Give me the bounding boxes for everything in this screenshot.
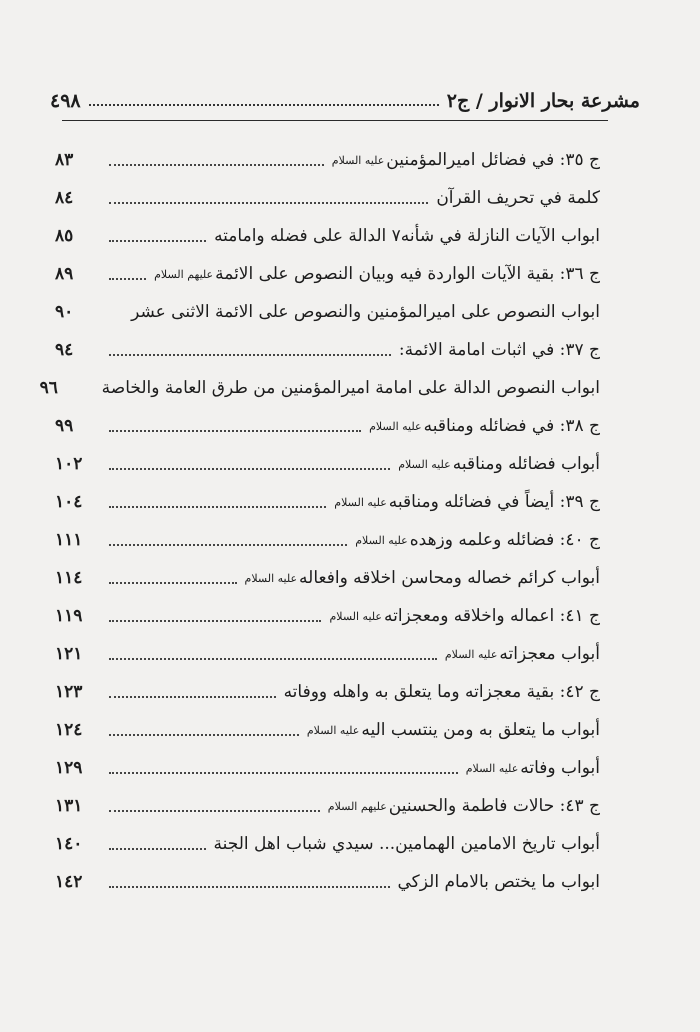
toc-page-number: ٩٠ [55, 302, 74, 322]
toc-entry [55, 597, 600, 635]
header-rule [62, 120, 608, 121]
toc-entry-label: أبواب فضائله ومناقبه [452, 454, 600, 474]
toc-entry [55, 673, 600, 711]
toc-entry-label: أبواب معجزاته [499, 644, 600, 664]
toc-entry-label: ج ٤٣: حالات فاطمة والحسنين [388, 796, 600, 816]
toc-leader-dots [109, 581, 237, 584]
honorific-mark: عليه السلام [355, 533, 408, 547]
toc-entry-label: أبواب كرائم خصاله ومحاسن اخلاقه وافعاله [299, 568, 600, 588]
toc-leader-dots [109, 543, 347, 546]
toc-leader-dots [109, 771, 458, 774]
toc-entry [55, 825, 600, 863]
toc-leader-dots [109, 239, 206, 242]
toc-entry-label: ج ٤٢: بقية معجزاته وما يتعلق به واهله ووفاته [283, 682, 600, 702]
toc-entry [55, 255, 600, 293]
header-leader-dots [89, 103, 439, 106]
toc-leader-dots [109, 316, 123, 317]
toc-leader-dots [109, 619, 321, 622]
toc-entry [55, 863, 600, 901]
toc-leader-dots [109, 467, 390, 470]
toc-leader-dots [109, 809, 320, 812]
honorific-mark: عليه السلام [334, 495, 387, 509]
toc-leader-dots [109, 277, 146, 280]
toc-entry-label: ابواب النصوص الدالة على امامة اميرالمؤمنين من طرق العامة والخاصة [101, 378, 600, 398]
toc-entry [55, 445, 600, 483]
toc-page-number: ٩٤ [55, 340, 74, 360]
toc-entry [55, 141, 600, 179]
honorific-mark: عليهم السلام [327, 799, 387, 813]
toc-page-number: ١٢٩ [55, 758, 83, 778]
toc-entry-label: أبواب وفاته [520, 758, 600, 778]
toc-entry-label: ج ٣٩: أيضاً في فضائله ومناقبه [388, 492, 600, 512]
toc-leader-dots [109, 885, 390, 888]
honorific-mark: عليه السلام [329, 609, 382, 623]
toc-entry-label: ج ٣٨: في فضائله ومناقبه [423, 416, 600, 436]
toc-entry [55, 217, 600, 255]
honorific-mark: عليهم السلام [154, 267, 214, 281]
toc-page-number: ٨٥ [55, 226, 74, 246]
page-number: ٤٩٨ [50, 90, 81, 112]
toc-page-number: ١١٩ [55, 606, 83, 626]
honorific-mark: عليه السلام [444, 647, 498, 661]
toc-leader-dots [109, 429, 361, 432]
running-header [50, 82, 640, 112]
toc-entry-label: ابواب الآيات النازلة في شأنه٧ الدالة على فضله وامامته [214, 226, 600, 246]
toc-entry [55, 635, 600, 673]
toc-entry [55, 293, 600, 331]
toc-page-number: ٨٣ [55, 150, 74, 170]
book-title: مشرعة بحار الانوار / ج٢ [446, 90, 640, 112]
toc-page-number: ٨٤ [55, 188, 74, 208]
toc-entry [39, 369, 600, 407]
honorific-mark: عليه السلام [244, 571, 298, 585]
honorific-mark: عليه السلام [465, 761, 519, 775]
toc-page-number: ١١١ [55, 530, 83, 550]
table-of-contents [39, 141, 600, 901]
toc-leader-dots [109, 847, 206, 850]
honorific-mark: عليه السلام [306, 723, 360, 737]
toc-leader-dots [109, 695, 276, 698]
toc-entry-label: ج ٣٥: في فضائل اميرالمؤمنين [386, 150, 600, 170]
toc-leader-dots [109, 201, 428, 204]
toc-entry-label: ابواب ما يختص بالامام الزكي [397, 872, 600, 892]
toc-entry [55, 179, 600, 217]
toc-entry [55, 407, 600, 445]
toc-entry-label: أبواب تاريخ الامامين الهمامين... سيدي شباب اهل الجنة [213, 834, 600, 854]
toc-page-number: ٩٩ [55, 416, 74, 436]
toc-page-number: ١٢٤ [55, 720, 83, 740]
toc-page-number: ١١٤ [55, 568, 83, 588]
toc-entry [55, 483, 600, 521]
toc-entry-label: كلمة في تحريف القرآن [436, 188, 600, 208]
toc-entry-label: ج ٤١: اعماله واخلاقه ومعجزاته [383, 606, 600, 626]
honorific-mark: عليه السلام [369, 419, 422, 433]
toc-leader-dots [109, 657, 437, 660]
toc-entry-label: ج ٣٧: في اثبات امامة الائمة: [398, 340, 600, 360]
toc-entry [55, 711, 600, 749]
toc-page-number: ٩٦ [39, 378, 58, 398]
honorific-mark: عليه السلام [331, 153, 385, 167]
toc-leader-dots [109, 163, 324, 166]
toc-page-number: ٨٩ [55, 264, 74, 284]
toc-entry-label: أبواب ما يتعلق به ومن ينتسب اليه [361, 720, 600, 740]
toc-entry [55, 787, 600, 825]
toc-page-number: ١٠٤ [55, 492, 83, 512]
toc-entry-label: ج ٤٠: فضائله وعلمه وزهده [409, 530, 600, 550]
toc-entry [55, 331, 600, 369]
toc-page-number: ١٣١ [55, 796, 83, 816]
toc-page-number: ١٤٢ [55, 872, 83, 892]
honorific-mark: عليه السلام [398, 457, 451, 471]
toc-page-number: ١٢١ [55, 644, 83, 664]
toc-page-number: ١٠٢ [55, 454, 83, 474]
toc-entry [55, 559, 600, 597]
toc-page-number: ١٤٠ [55, 834, 83, 854]
toc-leader-dots [109, 353, 391, 356]
toc-page-number: ١٢٣ [55, 682, 83, 702]
toc-entry-label: ج ٣٦: بقية الآيات الواردة فيه وبيان النصوص على الائمة [215, 264, 600, 284]
toc-entry [55, 749, 600, 787]
toc-leader-dots [109, 733, 299, 736]
toc-leader-dots [109, 505, 326, 508]
toc-entry-label: ابواب النصوص على اميرالمؤمنين والنصوص على الائمة الاثنى عشر [131, 302, 600, 322]
toc-entry [55, 521, 600, 559]
